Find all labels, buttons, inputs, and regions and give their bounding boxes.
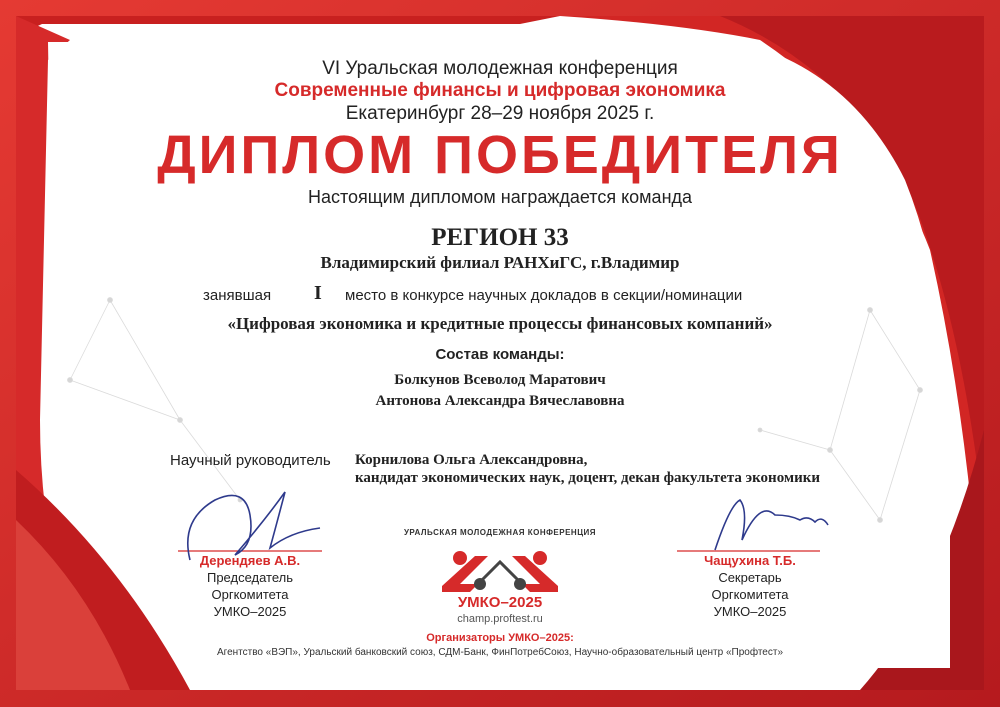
- logo-name: УМКО–2025: [457, 594, 543, 611]
- organizers-list: Агентство «ВЭП», Уральский банковский союз, СДМ-Банк, ФинПотребСоюз, Научно-образовательный центр «Профтест»: [216, 647, 783, 658]
- team-name: РЕГИОН 33: [431, 224, 569, 251]
- signer-right-role-2: Оргкомитета: [711, 587, 789, 602]
- logo-arc-text: УРАЛЬСКАЯ МОЛОДЕЖНАЯ КОНФЕРЕНЦИЯ: [403, 528, 597, 537]
- logo-url: champ.proftest.ru: [457, 613, 543, 625]
- signer-right-role-1: Секретарь: [718, 570, 782, 585]
- signer-left-role-3: УМКО–2025: [213, 604, 287, 619]
- section-name: «Цифровая экономика и кредитные процессы финансовых компаний»: [227, 314, 773, 333]
- place-suffix: место в конкурсе научных докладов в секции/номинации: [345, 287, 743, 304]
- conference-title: Современные финансы и цифровая экономика: [274, 80, 726, 101]
- place-prefix: занявшая: [203, 287, 272, 304]
- conference-line: VI Уральская молодежная конференция: [322, 58, 678, 79]
- signer-right-name: Чащухина Т.Б.: [704, 553, 796, 568]
- signer-right-role-3: УМКО–2025: [713, 604, 787, 619]
- member-1: Болкунов Всеволод Маратович: [394, 372, 606, 388]
- place-date: Екатеринбург 28–29 ноября 2025 г.: [345, 103, 655, 124]
- diploma-title: ДИПЛОМ ПОБЕДИТЕЛЯ: [157, 125, 843, 185]
- team-affiliation: Владимирский филиал РАНХиГС, г.Владимир: [320, 253, 680, 272]
- place-value: I: [314, 282, 322, 304]
- signer-left-role-2: Оргкомитета: [211, 587, 289, 602]
- members-heading: Состав команды:: [435, 346, 565, 363]
- signer-left-name: Дерендяев А.В.: [199, 553, 301, 568]
- member-2: Антонова Александра Вячеславовна: [375, 393, 625, 409]
- supervisor-details: кандидат экономических наук, доцент, декан факультета экономики: [355, 470, 821, 486]
- supervisor-label: Научный руководитель: [170, 452, 331, 469]
- organizers-heading: Организаторы УМКО–2025:: [426, 632, 574, 644]
- supervisor-name: Корнилова Ольга Александровна,: [355, 452, 588, 468]
- signer-left-role-1: Председатель: [206, 570, 294, 585]
- award-intro: Настоящим дипломом награждается команда: [307, 187, 693, 207]
